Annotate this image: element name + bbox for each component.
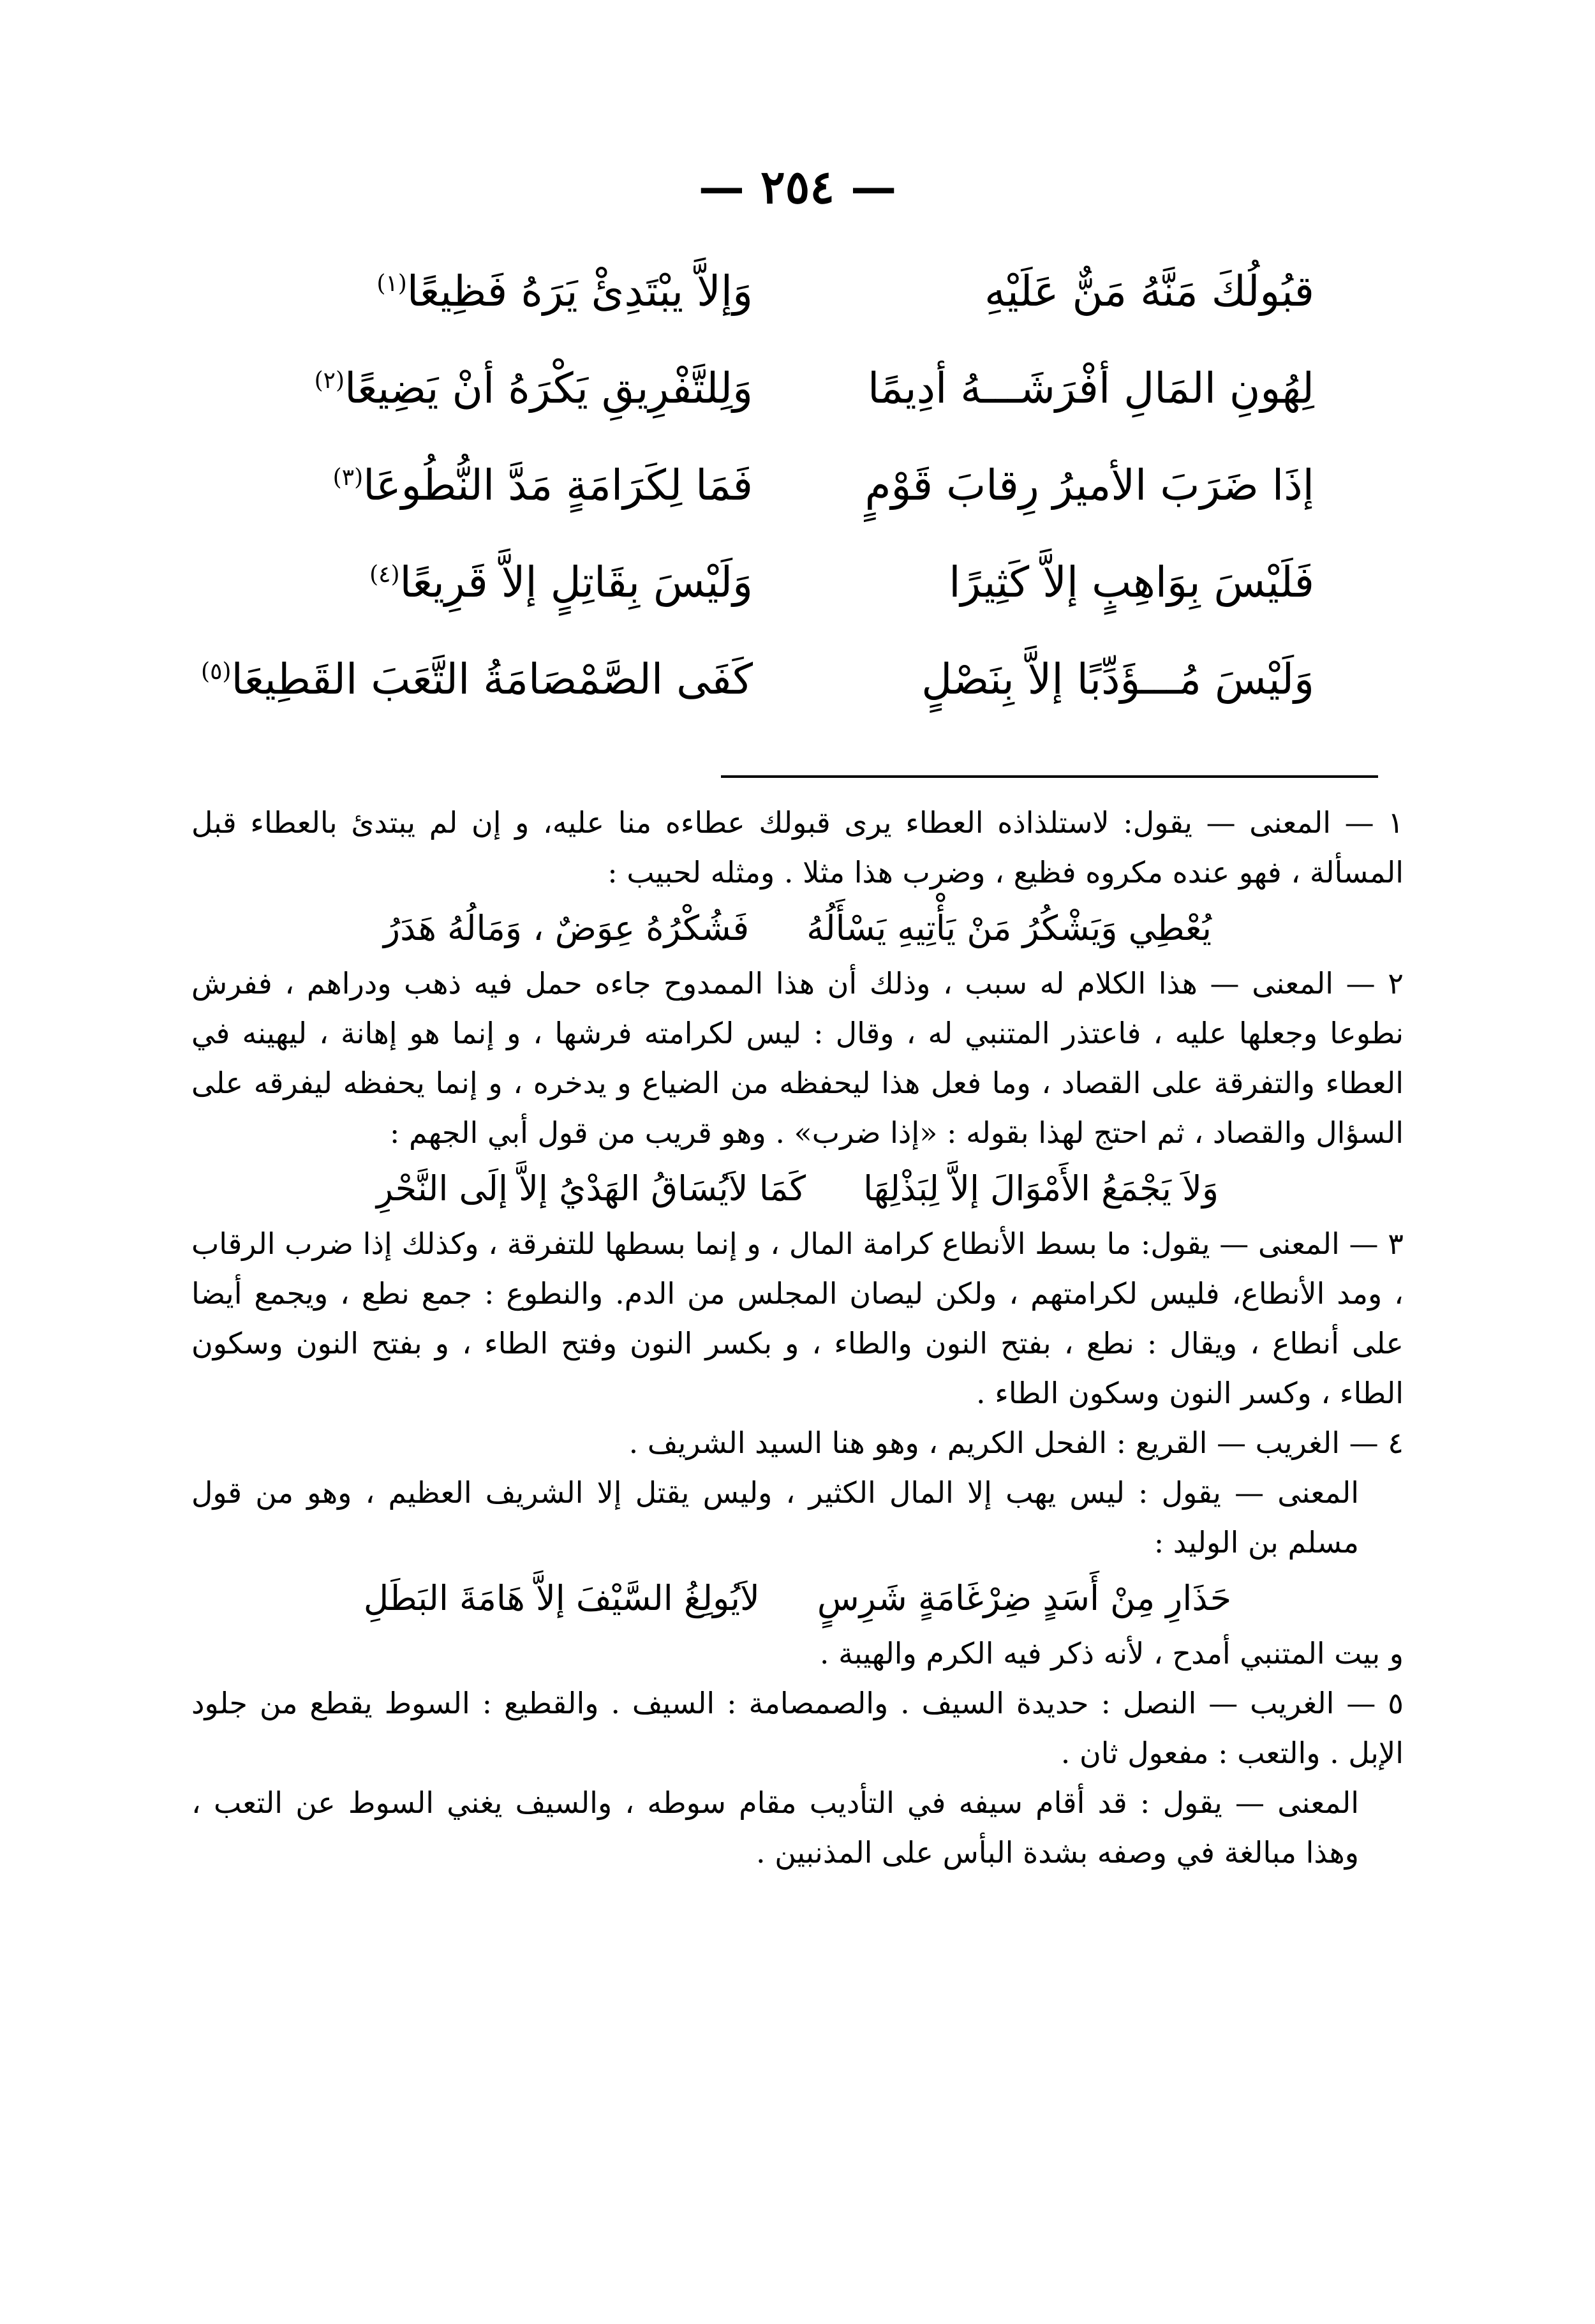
quoted-hemistich: حَذَارِ مِنْ أَسَدٍ ضِرْغَامَةٍ شَرِسٍ: [817, 1577, 1232, 1618]
quoted-verse: [191, 1158, 1404, 1219]
footnotes: [191, 798, 1404, 1877]
quoted-hemistich: فَشُكْرُهُ عِوَضٌ ، وَمَالُهُ هَدَرُ: [383, 907, 750, 948]
footnote-marker: (١): [376, 270, 407, 297]
verse-first-hemistich: قبُولُكَ مَنَّهُ مَنٌّ عَلَيْهِ: [984, 266, 1314, 316]
quoted-hemistich: وَلاَ يَجْمَعُ الأَمْوَالَ إلاَّ لِبَذْلِهَا: [863, 1168, 1219, 1209]
footnote-marker: (٤): [369, 561, 400, 588]
footnote-paragraph: ١ — المعنى — يقول: لاستلذاذه العطاء يرى قبولك عطاءه منا عليه، و إن لم يبتدئ بالعطاء قبل المسألة ، فهو عنده مكروه فظيع ، وضرب هذا مثلا . ومثله لحبيب :: [191, 805, 1404, 890]
footnote-paragraph: المعنى — يقول : ليس يهب إلا المال الكثير ، وليس يقتل إلا الشريف العظيم ، وهو من قول مسلم بن الوليد :: [191, 1475, 1359, 1560]
quoted-hemistich: لاَيُولِغُ السَّيْفَ إلاَّ هَامَةَ البَطَلِ: [363, 1577, 760, 1618]
footnote-paragraph: و بيت المتنبي أمدح ، لأنه ذكر فيه الكرم والهيبة .: [819, 1636, 1404, 1671]
verse-line: [191, 533, 1314, 630]
verse-line: [191, 339, 1314, 436]
footnote-divider: [721, 775, 1378, 778]
verse-second-text: وَلَيْسَ بِقَاتِلٍ إلاَّ قَرِيعًا: [399, 557, 753, 607]
verse-line: [191, 242, 1314, 339]
quoted-verse: [191, 1567, 1404, 1628]
footnote-paragraph: ٥ — الغريب — النصل : حديدة السيف . والصمصامة : السيف . والقطيع : السوط يقطع من جلود الإبل . والتعب : مفعول ثان .: [191, 1686, 1404, 1770]
footnote-marker: (٢): [314, 367, 345, 394]
footnote-marker: (٥): [201, 658, 232, 685]
verse-second-hemistich: [191, 655, 753, 704]
footnote-marker: (٣): [332, 464, 364, 491]
quoted-hemistich: كَمَا لاَيُسَاقُ الهَدْيُ إلاَّ إلَى النَّحْرِ: [376, 1168, 806, 1209]
verse-line: [191, 630, 1314, 727]
quoted-hemistich: يُعْطِي وَيَشْكُرُ مَنْ يَأْتِيهِ يَسْأَلُهُ: [806, 907, 1212, 948]
verse-second-hemistich: [191, 267, 753, 316]
verse-second-hemistich: [191, 461, 753, 510]
verse-second-hemistich: [191, 558, 753, 607]
verse-second-text: فَمَا لِكَرَامَةٍ مَدَّ النُّطُوعَا: [363, 460, 753, 510]
verse-second-text: وَإلاَّ يبْتَدِئْ يَرَهُ فَظِيعًا: [406, 266, 753, 316]
verse-second-text: كَفَى الصَّمْصَامَةُ التَّعَبَ القَطِيعَا: [231, 654, 753, 704]
verse-second-text: وَلِلتَّفْرِيقِ يَكْرَهُ أنْ يَضِيعًا: [345, 363, 753, 413]
poem-verses: [191, 242, 1314, 727]
verse-first-hemistich: وَلَيْسَ مُـــؤَدِّبًا إلاَّ بِنَصْلٍ: [921, 654, 1314, 704]
verse-first-hemistich: لِهُونِ المَالِ أفْرَشَـــهُ أدِيمًا: [867, 363, 1314, 413]
quoted-verse: [191, 897, 1404, 958]
page-number: — ٢٥٤ —: [698, 160, 897, 214]
footnote-paragraph: ٤ — الغريب — القريع : الفحل الكريم ، وهو هنا السيد الشريف .: [628, 1426, 1404, 1460]
footnote-paragraph: المعنى — يقول : قد أقام سيفه في التأديب مقام سوطه ، والسيف يغني السوط عن التعب ، وهذا مبالغة في وصفه بشدة البأس على المذنبين .: [191, 1785, 1359, 1870]
verse-second-hemistich: [191, 364, 753, 413]
verse-line: [191, 436, 1314, 533]
verse-first-hemistich: فَلَيْسَ بِوَاهِبٍ إلاَّ كَثِيرًا: [949, 557, 1314, 607]
verse-first-hemistich: إذَا ضَرَبَ الأميرُ رِقابَ قَوْمٍ: [864, 460, 1314, 510]
footnote-paragraph: ٣ — المعنى — يقول: ما بسط الأنطاع كرامة المال ، و إنما بسطها للتفرقة ، وكذلك إذا ضرب الرقاب ، ومد الأنطاع، فليس لكرامتهم ، ولكن ليصان المجلس من الدم. والنطوع : جمع نطع ، ويجمع أيضا على أنطاع ، ويقال : نطع ، بفتح النون والطاء ، و بكسر النون وفتح الطاء ، و بفتح النون وسكون الطاء ، وكسر النون وسكون الطاء .: [191, 1226, 1404, 1410]
footnote-paragraph: ٢ — المعنى — هذا الكلام له سبب ، وذلك أن هذا الممدوح جاءه حمل فيه ذهب ودراهم ، ففرش نطوعا وجعلها عليه ، فاعتذر المتنبي له ، وقال : ليس لكرامته فرشها ، و إنما هو إهانة ، ليهينه في العطاء والتفرقة على القصاد ، وما فعل هذا ليحفظه من الضياع و يدخره ، و إنما يحفظه ليفرقه على السؤال والقصاد ، ثم احتج لهذا بقوله : «إذا ضرب» . وهو قريب من قول أبي الجهم :: [191, 966, 1404, 1150]
